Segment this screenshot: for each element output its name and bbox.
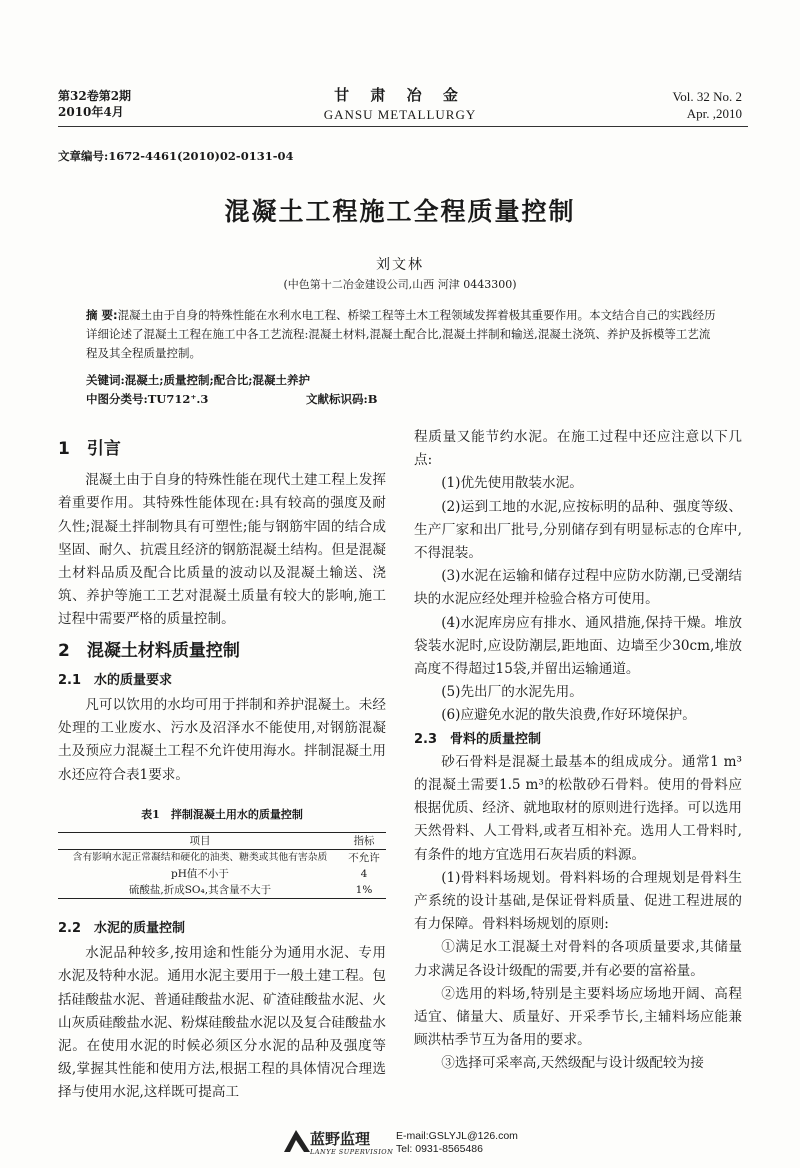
article-number: 文章编号:1672-4461(2010)02-0131-04 [58, 149, 294, 163]
continued-paragraph: 程质量又能节约水泥。在施工过程中还应注意以下几点: [414, 429, 742, 469]
author: 刘文林 [376, 257, 424, 273]
section-1-paragraph: 混凝土由于自身的特殊性能在现代土建工程上发挥着重要作用。其特殊性能体现在:具有较高的强度及耐久性;混凝土拌制物具有可塑性;能与钢筋牢固的结合成坚固、耐久、抗震且经济的钢筋混凝土结构。但是混凝土材料品质及配合比质量的波动以及混凝土输送、浇筑、养护等施工工艺对混凝土质量有较大的影响,施工过程中需要严格的质量控制。 [58, 472, 386, 628]
table-row [58, 850, 386, 867]
list-item: (4)水泥库房应有排水、通风措施,保持干燥。堆放袋装水泥时,应设防潮层,距地面、边墙至少30cm,堆放高度不得超过15袋,并留出运输通道。 [414, 614, 742, 678]
table-cell: pH值不小于 [171, 868, 229, 881]
table-cell: 4 [360, 868, 368, 881]
affiliation: (中色第十二冶金建设公司,山西 河津 0443300) [283, 278, 517, 291]
section-2-1-heading: 2.1 水的质量要求 [58, 672, 173, 688]
clc-number: 中图分类号:TU712⁺.3 [86, 392, 209, 406]
table-header-value: 指标 [353, 835, 375, 848]
journal-name-en: GANSU METALLURGY [323, 107, 477, 122]
abstract-label: 摘 要: [86, 308, 118, 322]
section-1-heading: 1 引言 [58, 439, 121, 459]
section-2-3-paragraph: ③选择可采率高,天然级配与设计级配较为接 [441, 1055, 704, 1072]
logo-text: 蓝野监理 [310, 1130, 371, 1148]
table-cell: 含有影响水泥正常凝结和硬化的油类、糖类或其他有害杂质 [72, 852, 328, 864]
footer-email: E-mail:GSLYJL@126.com [396, 1130, 518, 1142]
section-2-2-paragraph: 水泥品种较多,按用途和性能分为通用水泥、专用水泥及特种水泥。通用水泥主要用于一般土建工程。包括硅酸盐水泥、普通硅酸盐水泥、矿渣硅酸盐水泥、火山灰质硅酸盐水泥、粉煤硅酸盐水泥以及复合硅酸盐水泥。在使用水泥的时候必须区分水泥的品种及强度等级,掌握其性能和使用方法,根据工程的具体情况合理选择与使用水泥,这样既可提高工 [58, 945, 386, 1101]
abstract [86, 306, 720, 363]
section-2-heading: 2 混凝土材料质量控制 [58, 640, 240, 661]
journal-name-cn: 甘 肃 冶 金 [334, 86, 466, 104]
paper-title: 混凝土工程施工全程质量控制 [224, 197, 576, 226]
section-2-3-paragraph: 砂石骨料是混凝土最基本的组成成分。通常1 m³的混凝土需要1.5 m³的松散砂石骨料。使用的骨料应根据优质、经济、就地取材的原则进行选择。可以选用天然骨料、人工骨料,或者互相补充。选用人工骨料时,有条件的地方宜选用石灰岩质的料源。 [414, 753, 742, 863]
volume-issue-cn: 第32卷第2期 [58, 89, 132, 103]
list-item: (6)应避免水泥的散失浪费,作好环境保护。 [441, 707, 696, 724]
section-2-3-paragraph: ①满足水工混凝土对骨料的各项质量要求,其储量力求满足各设计级配的需要,并有必要的富裕量。 [414, 939, 742, 979]
right-column [414, 426, 742, 1076]
section-2-3-heading: 2.3 骨料的质量控制 [414, 731, 542, 747]
section-2-1-paragraph: 凡可以饮用的水均可用于拌制和养护混凝土。未经处理的工业废水、污水及沼泽水不能使用,对钢筋混凝土及预应力混凝土工程不允许使用海水。拌制混凝土用水还应符合表1要求。 [58, 697, 386, 783]
table-cell: 硫酸盐,折成SO₄,其含量不大于 [128, 884, 272, 897]
table-1 [58, 832, 386, 899]
left-column [58, 438, 386, 1105]
date-en: Apr. ,2010 [686, 106, 742, 121]
table-row [58, 866, 386, 882]
table-cell: 不允许 [348, 852, 380, 865]
table-header-item: 项目 [189, 835, 211, 848]
document-code: 文献标识码:B [306, 392, 378, 406]
logo-subtitle: LANYE SUPERVISION [310, 1148, 394, 1156]
list-item: (3)水泥在运输和储存过程中应防水防潮,已受潮结块的水泥应经处理并检验合格方可使用。 [414, 568, 742, 608]
list-item: (2)运到工地的水泥,应按标明的品种、强度等级、生产厂家和出厂批号,分别储存到有明显标志的仓库中,不得混装。 [414, 498, 742, 562]
section-2-3-paragraph: ②选用的料场,特别是主要料场应场地开阔、高程适宜、储量大、质量好、开采季节长,主辅料场应能兼顾洪枯季节互为备用的要求。 [414, 985, 742, 1049]
table-row [58, 882, 386, 899]
list-item: (1)优先使用散装水泥。 [441, 475, 583, 492]
volume-issue-en: Vol. 32 No. 2 [672, 89, 742, 104]
abstract-text: 混凝土由于自身的特殊性能在水利水电工程、桥梁工程等土木工程领域发挥着极其重要作用。本文结合自己的实践经历详细论述了混凝土工程在施工中各工艺流程:混凝土材料,混凝土配合比,混凝土拌制和输送,混凝土浇筑、养护及拆模等工艺流程及其全程质量控制。 [86, 308, 716, 360]
journal-issue-en [673, 88, 742, 122]
logo-icon [282, 1126, 312, 1156]
header-divider [58, 126, 748, 127]
table-header-row [58, 833, 386, 850]
date-cn: 2010年4月 [58, 105, 124, 119]
section-2-3-paragraph: (1)骨料料场规划。骨料料场的合理规划是骨料生产系统的设计基础,是保证骨料质量、促进工程进展的有力保障。骨料料场规划的原则: [414, 869, 742, 933]
table-cell: 1% [355, 884, 373, 897]
footer-tel: Tel: 0931-8565486 [396, 1143, 483, 1155]
section-2-2-heading: 2.2 水泥的质量控制 [58, 921, 186, 937]
footer-contact [396, 1130, 518, 1156]
table-1-title: 表1 拌制混凝土用水的质量控制 [141, 807, 303, 821]
list-item: (5)先出厂的水泥先用。 [441, 684, 583, 701]
keywords: 关键词:混凝土;质量控制;配合比;混凝土养护 [86, 373, 310, 387]
classification-row [86, 391, 720, 407]
